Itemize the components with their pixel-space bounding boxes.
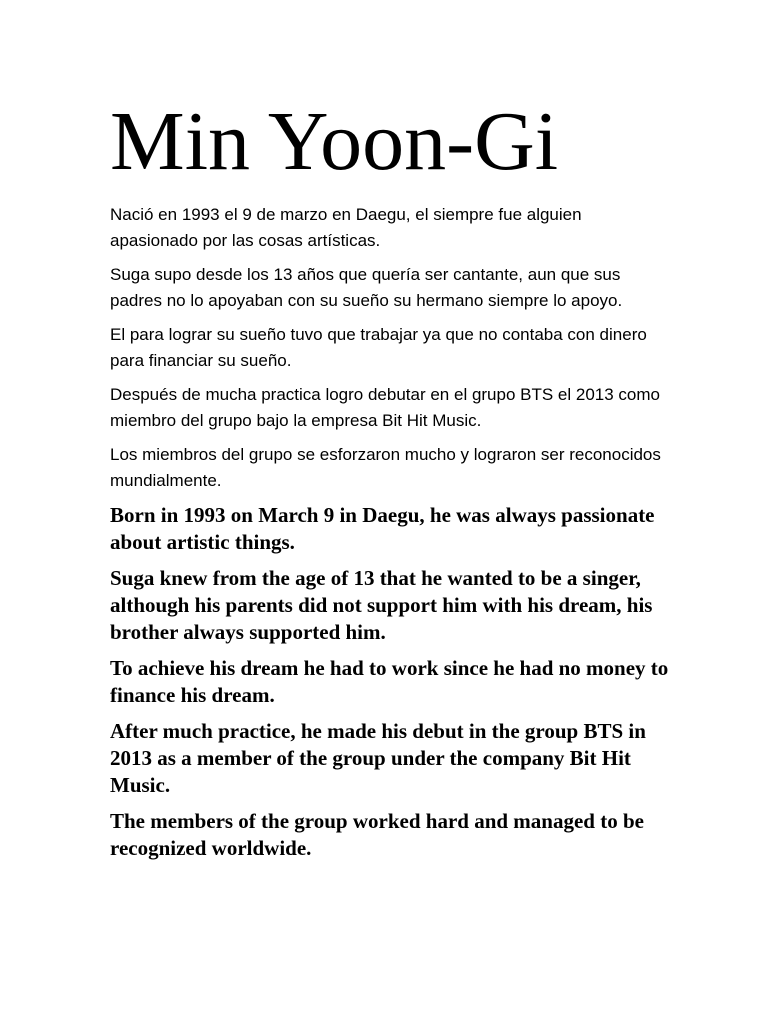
english-section <box>110 502 670 862</box>
english-paragraph-members: The members of the group worked hard and managed to be recognized worldwide. <box>110 809 644 860</box>
spanish-paragraph-birth: Nació en 1993 el 9 de marzo en Daegu, el siempre fue alguien apasionado por las cosas artísticas. <box>110 205 582 250</box>
spanish-section <box>110 202 670 494</box>
spanish-paragraph-work: El para lograr su sueño tuvo que trabajar ya que no contaba con dinero para financiar su sueño. <box>110 325 647 370</box>
document-page <box>110 92 670 871</box>
spanish-paragraph-debut: Después de mucha practica logro debutar en el grupo BTS el 2013 como miembro del grupo bajo la empresa Bit Hit Music. <box>110 385 660 430</box>
document-title: Min Yoon-Gi <box>110 95 559 188</box>
english-paragraph-dream: Suga knew from the age of 13 that he wanted to be a singer, although his parents did not support him with his dream, his brother always supported him. <box>110 566 653 644</box>
spanish-paragraph-dream: Suga supo desde los 13 años que quería ser cantante, aun que sus padres no lo apoyaban con su sueño su hermano siempre lo apoyo. <box>110 265 623 310</box>
english-paragraph-work: To achieve his dream he had to work since he had no money to finance his dream. <box>110 656 669 707</box>
spanish-paragraph-members: Los miembros del grupo se esforzaron mucho y lograron ser reconocidos mundialmente. <box>110 445 661 490</box>
english-paragraph-birth: Born in 1993 on March 9 in Daegu, he was always passionate about artistic things. <box>110 503 655 554</box>
english-paragraph-debut: After much practice, he made his debut in the group BTS in 2013 as a member of the group under the company Bit Hit Music. <box>110 719 646 797</box>
